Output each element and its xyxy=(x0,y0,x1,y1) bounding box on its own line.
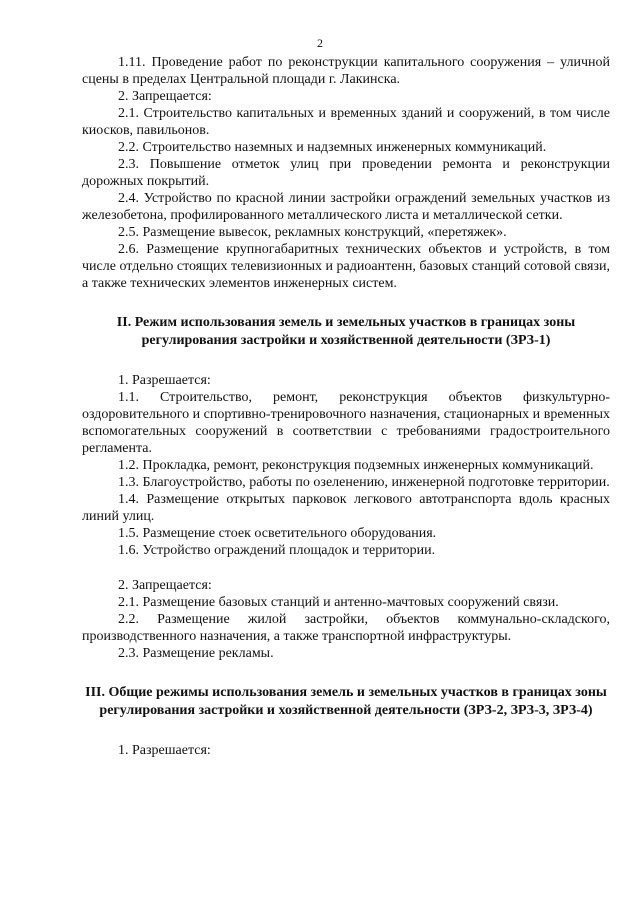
paragraph: 2.1. Строительство капитальных и временных зданий и сооружений, в том числе киосков, павильонов. xyxy=(82,106,610,138)
page-number: 2 xyxy=(317,36,323,50)
paragraph: 2.5. Размещение вывесок, рекламных конструкций, «перетяжек». xyxy=(118,225,507,240)
paragraph: 2. Запрещается: xyxy=(118,89,212,104)
paragraph: 2.3. Размещение рекламы. xyxy=(118,646,274,661)
paragraph: 1.1. Строительство, ремонт, реконструкция объектов физкультурно-оздоровительного и спортивно-тренировочного назначения, стационарных и временных вспомогательных сооружений в соответствии с требованиями градостроительного регламента. xyxy=(82,390,610,456)
paragraph: 2.1. Размещение базовых станций и антенно-мачтовых сооружений связи. xyxy=(118,595,559,610)
paragraph: 2.6. Размещение крупногабаритных технических объектов и устройств, в том числе отдельно стоящих телевизионных и радиоантенн, базовых станций сотовой связи, а также технических элементов инженерных систем. xyxy=(82,242,610,291)
document-body xyxy=(82,54,610,759)
list-title: 2. Запрещается: xyxy=(118,578,212,593)
list-title: 1. Разрешается: xyxy=(118,373,211,388)
paragraph: 2.3. Повышение отметок улиц при проведении ремонта и реконструкции дорожных покрытий. xyxy=(82,157,610,189)
paragraph: 2.2. Строительство наземных и надземных инженерных коммуникаций. xyxy=(118,140,547,155)
paragraph: 1.3. Благоустройство, работы по озеленению, инженерной подготовке территории. xyxy=(118,475,610,490)
section-heading-2: II. Режим использования земель и земельных участков в границах зоны регулирования застройки и хозяйственной деятельности (ЗРЗ-1) xyxy=(116,315,576,348)
paragraph: 1.4. Размещение открытых парковок легкового автотранспорта вдоль красных линий улиц. xyxy=(82,492,610,524)
paragraph: 1.11. Проведение работ по реконструкции капитального сооружения – уличной сцены в пределах Центральной площади г. Лакинска. xyxy=(82,55,610,87)
paragraph: 1.6. Устройство ограждений площадок и территории. xyxy=(118,543,436,558)
paragraph: 2.2. Размещение жилой застройки, объектов коммунально-складского, производственного назначения, а также транспортной инфраструктуры. xyxy=(82,612,610,644)
section-heading-3: III. Общие режимы использования земель и земельных участков в границах зоны регулирования застройки и хозяйственной деятельности (ЗРЗ-2, ЗРЗ-3, ЗРЗ-4) xyxy=(85,685,607,718)
list-title: 1. Разрешается: xyxy=(118,743,211,758)
paragraph: 1.2. Прокладка, ремонт, реконструкция подземных инженерных коммуникаций. xyxy=(118,458,594,473)
paragraph: 2.4. Устройство по красной линии застройки ограждений земельных участков из железобетона, профилированного металлического листа и металлической сетки. xyxy=(82,191,610,223)
paragraph: 1.5. Размещение стоек осветительного оборудования. xyxy=(118,526,437,541)
